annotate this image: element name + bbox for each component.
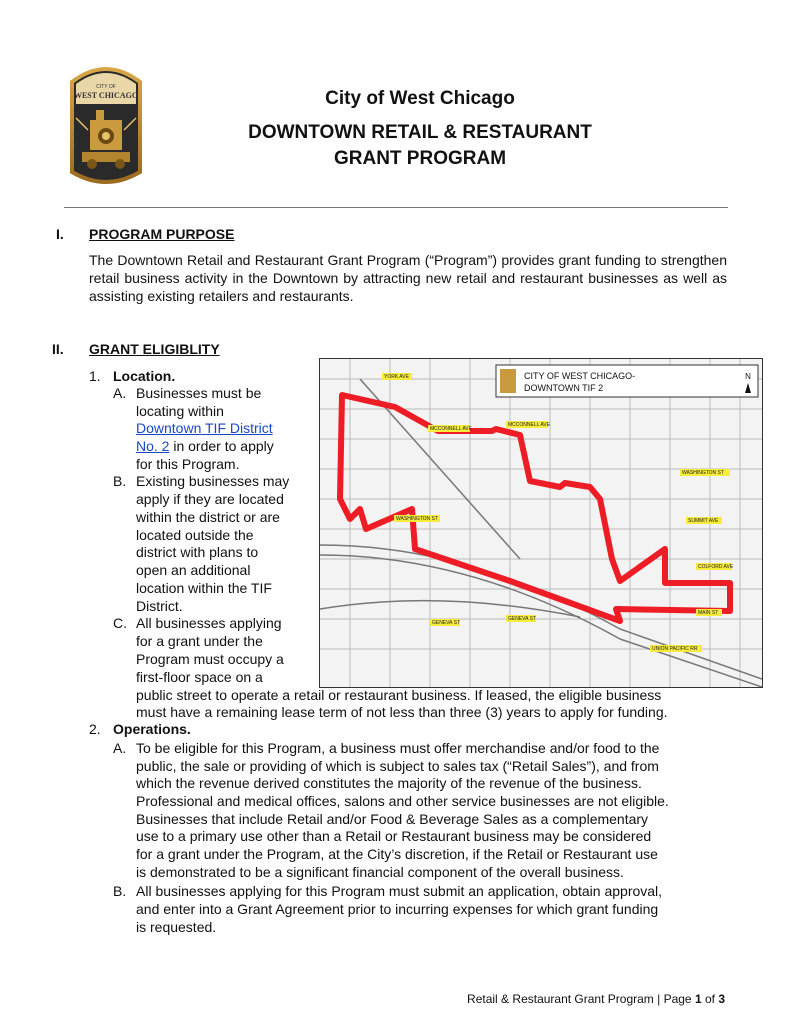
svg-text:YORK AVE: YORK AVE <box>384 374 409 380</box>
subitem-1b-line: apply if they are located <box>136 491 284 507</box>
subitem-1c-wide-line: public street to operate a retail or restaurant business. If leased, the eligible business <box>136 687 662 703</box>
map-title-line1: CITY OF WEST CHICAGO- <box>524 371 636 381</box>
subitem-2a-line: Businesses that include Retail and/or Food & Beverage Sales as a complementary <box>136 811 649 827</box>
subitem-2b-letter: B. <box>113 883 127 899</box>
svg-text:COLFORD AVE: COLFORD AVE <box>698 564 734 570</box>
subitem-1a-letter: A. <box>113 385 127 401</box>
subitem-1c-line: All businesses applying <box>136 615 282 631</box>
section-1-heading: PROGRAM PURPOSE <box>89 226 235 242</box>
footer-page-total: 3 <box>718 992 725 1006</box>
footer-page-number: 1 <box>694 992 702 1006</box>
item-2-number: 2. <box>89 721 101 737</box>
tif-district-link[interactable]: Downtown TIF District <box>136 420 273 436</box>
subitem-1c-wide-line: must have a remaining lease term of not less than three (3) years to apply for funding. <box>136 704 668 720</box>
subitem-1b-line: Existing businesses may <box>136 473 290 489</box>
subitem-2b-line: is requested. <box>136 919 217 935</box>
subitem-2a-line: public, the sale or providing of which is subject to sales tax (“Retail Sales”), and from <box>136 758 659 774</box>
title-block <box>200 88 640 172</box>
section-2-number: II. <box>52 341 64 357</box>
svg-text:SUMMIT AVE: SUMMIT AVE <box>688 518 719 524</box>
subitem-1c-line: Program must occupy a <box>136 651 284 667</box>
subitem-1b-line: open an additional <box>136 562 251 578</box>
section-1-number: I. <box>56 226 64 242</box>
subitem-1b-line: district with plans to <box>136 544 259 560</box>
subitem-2a-line: for a grant under the Program, at the City’s discretion, if the Retail or Restaurant use <box>136 846 658 862</box>
item-1-number: 1. <box>89 368 101 384</box>
north-arrow-label: N <box>745 372 751 381</box>
subitem-1b-line: located outside the <box>136 527 254 543</box>
svg-text:UNION PACIFIC RR: UNION PACIFIC RR <box>652 646 698 652</box>
subitem-1a-line: locating within <box>136 403 224 419</box>
svg-text:GENEVA ST: GENEVA ST <box>432 620 460 626</box>
subitem-1c-letter: C. <box>113 615 127 631</box>
page-footer <box>467 992 725 1006</box>
subitem-1a-after-link: in order to apply <box>169 438 274 454</box>
document-title-line1: DOWNTOWN RETAIL & RESTAURANT <box>248 122 592 143</box>
svg-text:MCCONNELL AVE: MCCONNELL AVE <box>508 422 550 428</box>
map-title-line2: DOWNTOWN TIF 2 <box>524 383 604 393</box>
header-divider <box>64 207 728 208</box>
svg-text:WASHINGTON ST: WASHINGTON ST <box>682 470 724 476</box>
tif-district-link-continued[interactable]: No. 2 <box>136 438 170 454</box>
svg-text:MCCONNELL AVE: MCCONNELL AVE <box>430 426 472 432</box>
subitem-1c-line: first-floor space on a <box>136 669 263 685</box>
subitem-2a-line: To be eligible for this Program, a business must offer merchandise and/or food to the <box>136 740 660 756</box>
subitem-1a-link-row <box>136 437 274 455</box>
document-city: City of West Chicago <box>325 88 515 109</box>
svg-text:WASHINGTON ST: WASHINGTON ST <box>396 516 438 522</box>
logo-name-text: WEST CHICAGO <box>73 91 139 100</box>
city-logo <box>66 60 146 190</box>
logo-top-text: CITY OF <box>96 84 116 90</box>
footer-text: Retail & Restaurant Grant Program | Page <box>467 992 695 1006</box>
svg-text:GENEVA ST: GENEVA ST <box>508 616 536 622</box>
subitem-2a-line: is demonstrated to be a significant financial component of the overall business. <box>136 864 624 880</box>
document-title-line2: GRANT PROGRAM <box>333 148 507 169</box>
downtown-tif-map <box>319 358 763 688</box>
subitem-2a-line: use to a primary use other than a Retail or Restaurant business may be considered <box>136 828 652 844</box>
subitem-1c-line: for a grant under the <box>136 633 263 649</box>
subitem-1b-letter: B. <box>113 473 127 489</box>
subitem-2a-letter: A. <box>113 740 127 756</box>
subitem-1b-line: District. <box>136 598 183 614</box>
subitem-2a-line: Professional and medical offices, salons and other service businesses are not eligible. <box>136 793 669 809</box>
section-1-paragraph: The Downtown Retail and Restaurant Grant Program (“Program”) provides grant funding to strengthen retail business activity in the Downtown by attracting new retail and restaurant businesses as well as assisting existing retailers and restaurants. <box>89 252 727 304</box>
subitem-2b-line: All businesses applying for this Program must submit an application, obtain approval, <box>136 883 663 899</box>
section-2-heading: GRANT ELIGIBLITY <box>89 341 220 357</box>
footer-of: of <box>701 992 719 1006</box>
subitem-2b-line: and enter into a Grant Agreement prior to incurring expenses for which grant funding <box>136 901 659 917</box>
subitem-1b-line: within the district or are <box>136 509 280 525</box>
svg-text:MAIN ST: MAIN ST <box>698 610 719 616</box>
subitem-2a-line: which the revenue derived constitutes the majority of the revenue of the business. <box>136 775 642 791</box>
item-2-title: Operations. <box>113 721 191 737</box>
subitem-1a-line: Businesses must be <box>136 385 262 401</box>
subitem-1a-line: for this Program. <box>136 456 240 472</box>
subitem-1b-line: location within the TIF <box>136 580 272 596</box>
map-title-box <box>496 365 758 397</box>
item-1-title: Location. <box>113 368 176 384</box>
